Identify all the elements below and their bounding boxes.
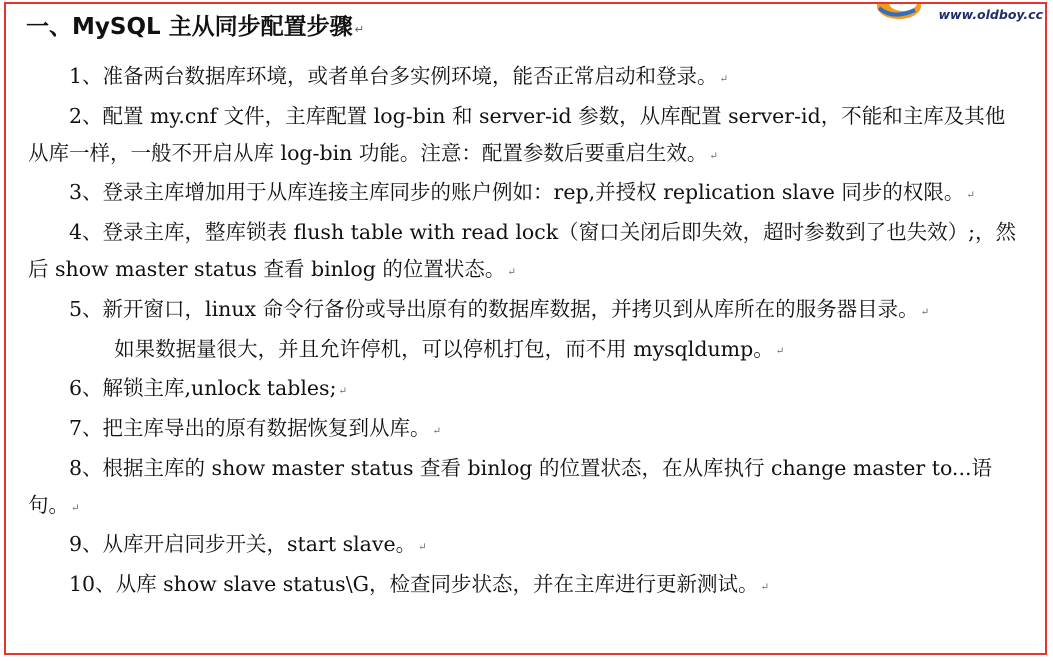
- step-2-paragraph: 2、配置 my.cnf 文件，主库配置 log-bin 和 server-id 参数，从库配置 server-id，不能和主库及其他从库一样，一般不开启从库 log-bin 功能。注意：配置参数后要重启生效。 ↵: [28, 103, 1006, 165]
- paragraph-mark: ↵: [354, 21, 365, 36]
- paragraph-mark: ↵: [760, 581, 770, 594]
- paragraph-mark: ↵: [719, 72, 729, 85]
- document-body: [28, 58, 1018, 606]
- logo-swirl-icon: [875, 2, 923, 20]
- paragraph-mark: ↵: [418, 541, 427, 554]
- step-6-paragraph: 6、解锁主库,unlock tables; ↵: [69, 376, 348, 401]
- watermark-url: www.oldboy.cc: [938, 7, 1043, 22]
- paragraph-mark: ↵: [920, 305, 930, 318]
- paragraph-mark: ↵: [338, 385, 348, 398]
- step-4-paragraph: 4、登录主库，整库锁表 flush table with read lock（窗口关闭后即失效，超时参数到了也失效）;，然后 show master status 查看 binlog 的位置状态。 ↵: [28, 220, 1017, 281]
- paragraph-mark: ↵: [432, 425, 442, 438]
- paragraph-mark: ↵: [775, 345, 785, 358]
- step-5-paragraph: 5、新开窗口，linux 命令行备份或导出原有的数据库数据，并拷贝到从库所在的服务器目录。 ↵: [69, 296, 930, 321]
- step-1-paragraph: 1、准备两台数据库环境，或者单台多实例环境，能否正常启动和登录。 ↵: [69, 64, 729, 88]
- paragraph-mark: ↵: [966, 189, 975, 202]
- paragraph-mark: ↵: [709, 149, 718, 162]
- step-10-paragraph: 10、从库 show slave status\G，检查同步状态，并在主库进行更新测试。 ↵: [69, 572, 770, 597]
- paragraph-mark: ↵: [507, 265, 516, 278]
- step-5-note-paragraph: 如果数据量很大，并且允许停机，可以停机打包，而不用 mysqldump。 ↵: [114, 336, 785, 361]
- paragraph-mark: ↵: [71, 501, 80, 514]
- step-8-paragraph: 8、根据主库的 show master status 查看 binlog 的位置状态，在从库执行 change master to...语句。 ↵: [28, 455, 992, 517]
- page-title: 一、MySQL 主从同步配置步骤 ↵: [26, 14, 365, 40]
- watermark-logo: [875, 4, 1045, 34]
- step-3-paragraph: 3、登录主库增加用于从库连接主库同步的账户例如：rep,并授权 replication slave 同步的权限。 ↵: [69, 180, 975, 205]
- document-frame: [4, 2, 1047, 655]
- step-9-paragraph: 9、从库开启同步开关，start slave。 ↵: [69, 532, 427, 557]
- step-7-paragraph: 7、把主库导出的原有数据恢复到从库。 ↵: [69, 416, 442, 441]
